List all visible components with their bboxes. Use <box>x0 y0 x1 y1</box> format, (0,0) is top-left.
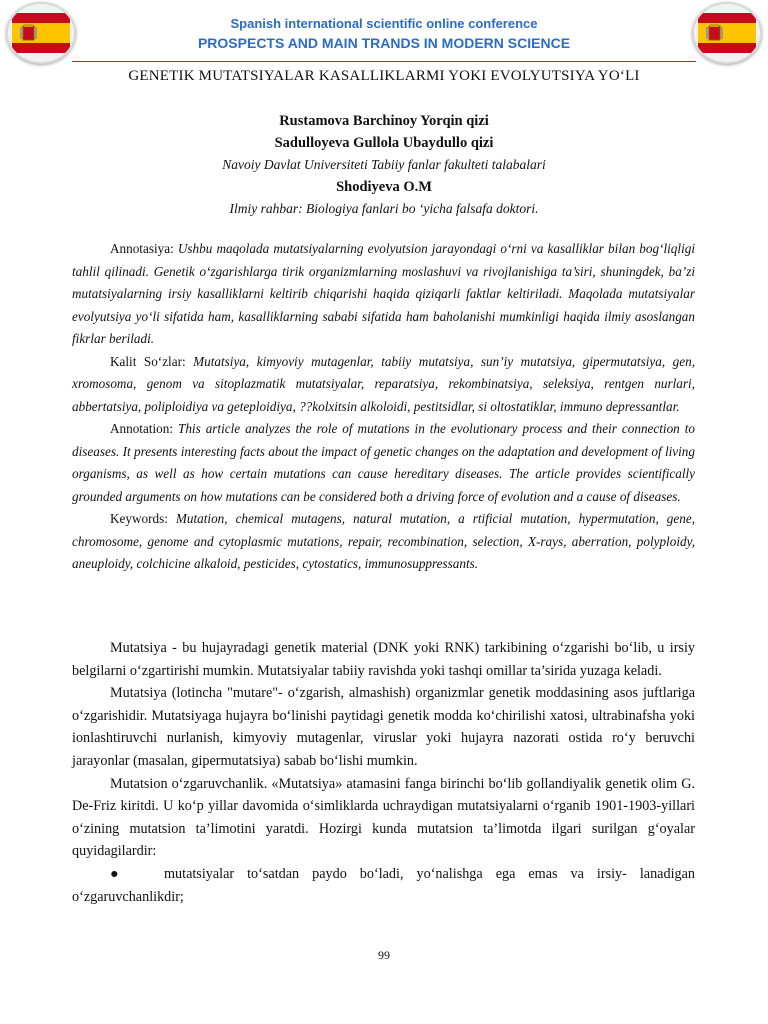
bullet-text: mutatsiyalar to‘satdan paydo bo‘ladi, yo‘nalishga ega emas va irsiy- lanadigan o‘zgaruvchanlikdir; <box>72 865 695 905</box>
conference-name: Spanish international scientific online conference <box>230 16 538 31</box>
annotation-text: This article analyzes the role of mutations in the evolutionary process and their connection to diseases. It presents interesting facts about the impact of genetic changes on the adaptation and development of living organisms, as well as how certain mutations can cause hereditary diseases. The article provides scientifically grounded arguments on how mutations can be considered both a driving force of evolution and a cause of diseases. <box>72 421 695 504</box>
author-name: Sadulloyeva Gullola Ubaydullo qizi <box>274 135 494 151</box>
conference-header <box>0 0 768 64</box>
annotasiya-paragraph <box>72 238 695 351</box>
author-name: Rustamova Barchinoy Yorqin qizi <box>279 113 489 129</box>
supervisor-title: Ilmiy rahbar: Biologiya fanlari bo ‘yicha falsafa doktori. <box>229 201 539 216</box>
keywords-paragraph <box>72 508 695 576</box>
body-section <box>72 637 695 908</box>
paper-title: GENETIK MUTATSIYALAR KASALLIKLARMI YOKI EVOLYUTSIYA YO‘LI <box>128 68 640 84</box>
keywords-text: Mutation, chemical mutagens, natural mutation, a rtificial mutation, hypermutation, gene, chromosome, genome and cytoplasmic mutations, repair, recombination, selection, X-rays, aberration, polyploidy, aneuploidy, colchicine alkaloid, pesticides, cytostatics, immunosuppressants. <box>72 511 695 571</box>
kalit-sozlar-paragraph <box>72 351 695 419</box>
supervisor-name: Shodiyeva O.M <box>336 179 432 195</box>
body-paragraph: Mutatsion o‘zgaruvchanlik. «Mutatsiya» atamasini fanga birinchi bo‘lib gollandiyalik genetik olim G. De-Friz kiritdi. U ko‘p yillar davomida o‘simliklarda uchraydigan mutatsiyalarni o‘rganib 1901-1903-yillari o‘zining mutatsion ta’limotini yaratdi. Hozirgi kunda mutatsion ta’limotda ilgari surilgan g‘oyalar quyidagilardir: <box>72 775 695 860</box>
conference-theme: PROSPECTS AND MAIN TRANDS IN MODERN SCIENCE <box>197 35 571 51</box>
annotasiya-text: Ushbu maqolada mutatsiyalarning evolyutsion jarayondagi o‘rni va kasalliklar bilan bog‘liqligi tahlil qilinadi. Genetik o‘zgarishlarga tirik organizmlarning moslashuvi va rivojlanishiga ta’siri, shuningdek, ba’zi mutatsiyalarning irsiy kasalliklarni keltirib chiqarishi haqida qiziqarli faktlar keltiriladi. Maqolada mutatsiyalar evolyutsiya yo‘li sifatida ham, kasalliklarning sababi sifatida ham baholanishi mumkinligi haqida ilmiy asoslangan fikrlar beriladi. <box>72 241 695 346</box>
annotasiya-label: Annotasiya: <box>110 241 174 256</box>
bullet-icon: ● <box>110 865 119 882</box>
bullet-item <box>72 863 695 908</box>
spain-flag-icon <box>692 2 762 64</box>
affiliation: Navoiy Davlat Universiteti Tabiiy fanlar fakulteti talabalari <box>222 157 546 172</box>
author-block <box>0 110 768 220</box>
kalit-sozlar-text: Mutatsiya, kimyoviy mutagenlar, tabiiy mutatsiya, sun’iy mutatsiya, gipermutatsiya, gen, xromosoma, genom va sitoplazmatik mutatsiyalar, reparatsiya, rekombinatsiya, seleksiya, rentgen nurlari, abbertatsiya, poliploidiya va geteploidiya, ??kolxitsin alkoloidi, pestitsidlar, si oltostatiklar, immuno depressantlar. <box>72 353 695 414</box>
annotation-label: Annotation: <box>110 421 174 436</box>
body-paragraph: Mutatsiya (lotincha "mutare"- o‘zgarish, almashish) organizmlar genetik moddasining asos juftlariga o‘zgarishidir. Mutatsiyaga hujayra bo‘linishi paytidagi genetik modda ko‘chirilishi xatosi, ultrabinafsha yoki ionlashtiruvchi nurlanish, kimyoviy mutagenlar, viruslar yoki hujayra nazorati ostida ro‘y beruvchi jarayonlar (masalan, gipermutatsiya) sabab bo‘lishi mumkin. <box>72 685 695 769</box>
kalit-sozlar-label: Kalit So‘zlar: <box>110 353 186 369</box>
spain-flag-icon <box>6 2 76 64</box>
annotation-paragraph <box>72 418 695 508</box>
body-paragraph: Mutatsiya - bu hujayradagi genetik material (DNK yoki RNK) tarkibining o‘zgarishi bo‘lib, u irsiy belgilarni o‘zgartirishi mumkin. Mutatsiyalar tabiiy ravishda yoki tashqi omillar ta’sirida yuzaga keladi. <box>72 640 695 679</box>
page-number: 99 <box>378 948 390 962</box>
keywords-label: Keywords: <box>110 511 168 526</box>
header-divider <box>72 61 696 62</box>
abstract-section <box>72 238 695 576</box>
